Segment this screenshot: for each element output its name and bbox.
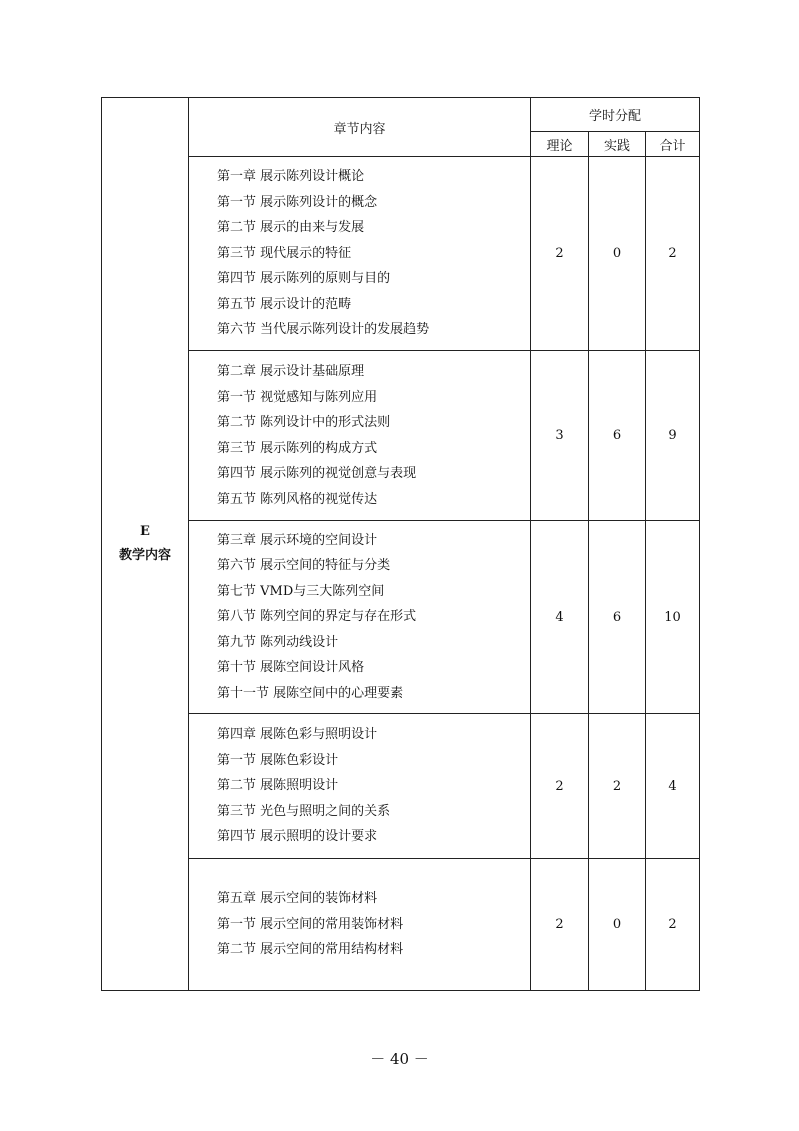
section-line: 第一节 视觉感知与陈列应用 <box>217 389 378 405</box>
header-theory: 理论 <box>531 132 589 157</box>
chapter-content <box>189 859 531 991</box>
chapter-title: 第二章 展示设计基础原理 <box>217 364 365 379</box>
section-label-cell <box>102 98 189 991</box>
chapter-title: 第五章 展示空间的装饰材料 <box>217 891 378 907</box>
section-line: 第九节 陈列动线设计 <box>217 634 339 650</box>
section-line: 第一节 展示空间的常用装饰材料 <box>217 916 404 932</box>
section-letter: E <box>140 524 150 539</box>
section-line: 第五节 陈列风格的视觉传达 <box>217 491 378 507</box>
section-title: 教学内容 <box>118 548 171 563</box>
total-hours: 4 <box>646 714 700 859</box>
header-total: 合计 <box>646 132 700 157</box>
practice-hours: 6 <box>589 351 646 521</box>
header-row-top <box>102 98 700 132</box>
course-hours-table <box>101 97 700 991</box>
chapter-row-2 <box>102 351 700 521</box>
chapter-content <box>189 157 531 351</box>
theory-hours: 2 <box>531 714 589 859</box>
section-line: 第二节 陈列设计中的形式法则 <box>217 415 391 430</box>
section-line: 第三节 展示陈列的构成方式 <box>217 440 378 456</box>
chapter-title: 第四章 展陈色彩与照明设计 <box>217 727 378 743</box>
section-line: 第八节 陈列空间的界定与存在形式 <box>217 609 417 625</box>
practice-hours: 2 <box>589 714 646 859</box>
section-line: 第十节 展陈空间设计风格 <box>217 660 365 676</box>
total-hours: 2 <box>646 157 700 351</box>
chapter-title: 第三章 展示环境的空间设计 <box>217 532 378 548</box>
chapter-row-4 <box>102 714 700 859</box>
section-line: 第六节 当代展示陈列设计的发展趋势 <box>217 322 430 338</box>
section-line: 第二节 展示的由来与发展 <box>217 220 365 236</box>
total-hours: 2 <box>646 859 700 991</box>
theory-hours: 4 <box>531 521 589 714</box>
chapter-content <box>189 351 531 521</box>
section-line: 第二节 展示空间的常用结构材料 <box>217 942 404 958</box>
section-line: 第四节 展示陈列的原则与目的 <box>217 271 391 287</box>
theory-hours: 2 <box>531 859 589 991</box>
chapter-content <box>189 521 531 714</box>
chapter-title: 第一章 展示陈列设计概论 <box>217 169 365 185</box>
section-line: 第一节 展示陈列设计的概念 <box>217 194 378 210</box>
page-number: － 40 － <box>370 1050 429 1068</box>
total-hours: 10 <box>646 521 700 714</box>
chapter-row-5 <box>102 859 700 991</box>
section-line: 第二节 展陈照明设计 <box>217 778 339 794</box>
total-hours: 9 <box>646 351 700 521</box>
chapter-row-3 <box>102 521 700 714</box>
header-hours-allocation: 学时分配 <box>531 98 700 132</box>
practice-hours: 6 <box>589 521 646 714</box>
section-line: 第七节 VMD与三大陈列空间 <box>217 583 385 599</box>
section-line: 第六节 展示空间的特征与分类 <box>217 558 391 574</box>
section-line: 第五节 展示设计的范畴 <box>217 296 352 312</box>
section-line: 第三节 现代展示的特征 <box>217 245 352 261</box>
chapter-row-1 <box>102 157 700 351</box>
section-line: 第三节 光色与照明之间的关系 <box>217 803 391 819</box>
section-line: 第四节 展示陈列的视觉创意与表现 <box>217 466 417 481</box>
theory-hours: 3 <box>531 351 589 521</box>
practice-hours: 0 <box>589 859 646 991</box>
header-practice: 实践 <box>589 132 646 157</box>
chapter-content <box>189 714 531 859</box>
section-line: 第十一节 展陈空间中的心理要素 <box>217 685 404 701</box>
section-line: 第四节 展示照明的设计要求 <box>217 829 378 845</box>
practice-hours: 0 <box>589 157 646 351</box>
header-chapter-content: 章节内容 <box>189 98 531 157</box>
section-line: 第一节 展陈色彩设计 <box>217 752 339 768</box>
theory-hours: 2 <box>531 157 589 351</box>
